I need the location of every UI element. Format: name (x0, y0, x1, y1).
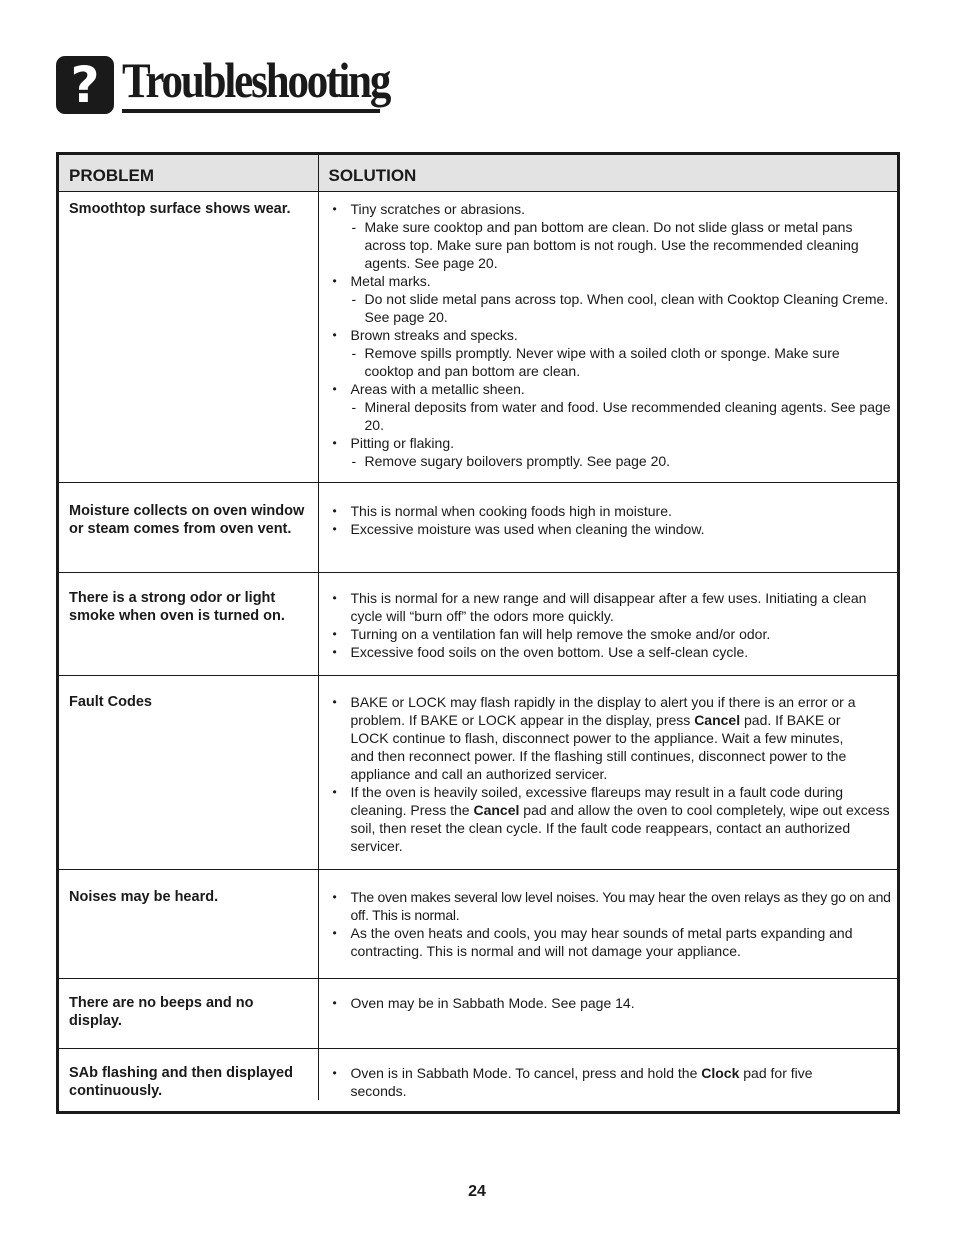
table-row (59, 572, 897, 675)
table-header-row (59, 155, 897, 191)
solution-item: • Excessive moisture was used when cleaning the window. (331, 520, 892, 538)
table-row (59, 191, 897, 482)
page-title: Troubleshooting (122, 52, 390, 108)
solution-subitem: - Mineral deposits from water and food. Use recommended cleaning agents. See page 20. (351, 398, 892, 434)
problem-text: Moisture collects on oven window or steam comes from oven vent. (69, 502, 305, 537)
solution-subitem: - Make sure cooktop and pan bottom are clean. Do not slide glass or metal pans across top. Make sure pan bottom is not rough. Use the recommended cleaning agents. See page 20. (351, 218, 892, 272)
solution-list (331, 1064, 892, 1100)
solution-item: • Metal marks. - Do not slide metal pans across top. When cool, clean with Cooktop Cleaning Creme. See page 20. (331, 272, 892, 326)
solution-subitem: - Remove spills promptly. Never wipe with a soiled cloth or sponge. Make sure cooktop and pan bottom are clean. (351, 344, 892, 380)
solution-item: • Tiny scratches or abrasions. - Make sure cooktop and pan bottom are clean. Do not slide glass or metal pans across top. Make sure pan bottom is not rough. Use the recommended cleaning agents. See page 20. (331, 200, 892, 272)
problem-column-header: PROBLEM (59, 155, 318, 191)
solution-list (331, 589, 892, 661)
solution-item: • As the oven heats and cools, you may hear sounds of metal parts expanding and contracting. This is normal and will not damage your appliance. (331, 924, 892, 960)
page-number: 24 (468, 1183, 486, 1200)
solution-list (331, 693, 892, 855)
solution-item: • Brown streaks and specks. - Remove spills promptly. Never wipe with a soiled cloth or sponge. Make sure cooktop and pan bottom are clean. (331, 326, 892, 380)
cancel-pad-label: Cancel (473, 801, 520, 818)
problem-text: Smoothtop surface shows wear. (69, 200, 291, 217)
solution-item: • BAKE or LOCK may flash rapidly in the display to alert you if there is an error or a problem. If BAKE or LOCK appear in the display, press Cancel pad. If BAKE or LOCK continue to flash, disconnect power to the appliance. Wait a few minutes, and then reconnect power. If the flashing still continues, disconnect power to the appliance and call an authorized servicer. (331, 693, 892, 783)
solution-list (331, 994, 892, 1012)
solution-column-header: SOLUTION (318, 155, 897, 191)
cancel-pad-label: Cancel (694, 711, 741, 728)
troubleshooting-table (56, 152, 900, 1114)
solution-list (331, 502, 892, 538)
solution-item: • If the oven is heavily soiled, excessive flareups may result in a fault code during cleaning. Press the Cancel pad and allow the oven to cool completely, wipe out excess soil, then reset the clean cycle. If the fault code reappears, contact an authorized servicer. (331, 783, 892, 855)
solution-item: • This is normal when cooking foods high in moisture. (331, 502, 892, 520)
table-row (59, 1048, 897, 1100)
table-row (59, 869, 897, 978)
solution-item: • Pitting or flaking. - Remove sugary boilovers promptly. See page 20. (331, 434, 892, 470)
solution-list (331, 888, 892, 960)
clock-pad-label: Clock (701, 1064, 740, 1081)
solution-item: • Oven is in Sabbath Mode. To cancel, press and hold the Clock pad for five seconds. (331, 1064, 892, 1100)
solution-item: • Areas with a metallic sheen. - Mineral deposits from water and food. Use recommended cleaning agents. See page 20. (331, 380, 892, 434)
problem-text: There is a strong odor or light smoke when oven is turned on. (69, 589, 285, 624)
problem-text: Fault Codes (69, 693, 152, 710)
solution-item: • Oven may be in Sabbath Mode. See page 14. (331, 994, 892, 1012)
solution-list (331, 200, 892, 470)
table-row (59, 675, 897, 869)
solution-subitem: - Do not slide metal pans across top. When cool, clean with Cooktop Cleaning Creme. See page 20. (351, 290, 892, 326)
problem-text: SAb flashing and then displayed continuously. (69, 1064, 293, 1099)
solution-item: • This is normal for a new range and will disappear after a few uses. Initiating a clean cycle will “burn off” the odors more quickly. (331, 589, 892, 625)
question-mark-icon: ? (56, 56, 114, 114)
solution-item: • Excessive food soils on the oven bottom. Use a self-clean cycle. (331, 643, 892, 661)
table-row (59, 482, 897, 572)
problem-text: Noises may be heard. (69, 888, 219, 905)
solution-item: • Turning on a ventilation fan will help remove the smoke and/or odor. (331, 625, 892, 643)
table-row (59, 978, 897, 1048)
title-underline (122, 109, 380, 113)
problem-text: There are no beeps and no display. (69, 994, 254, 1029)
solution-item: • The oven makes several low level noises. You may hear the oven relays as they go on and off. This is normal. (331, 888, 892, 924)
solution-subitem: - Remove sugary boilovers promptly. See page 20. (351, 452, 892, 470)
